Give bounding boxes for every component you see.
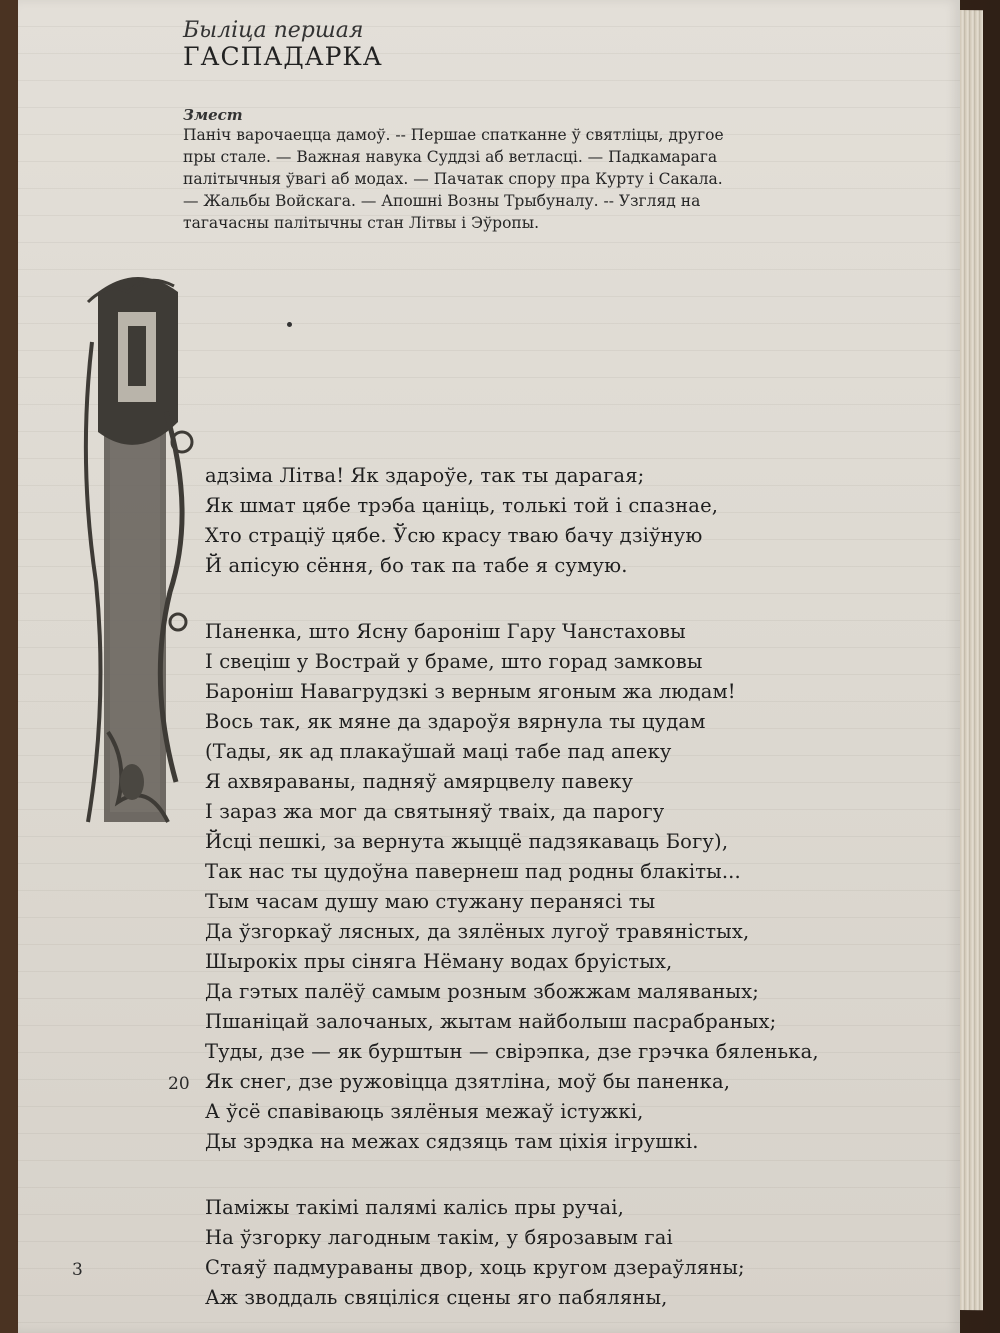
line-number: 20 xyxy=(168,1074,190,1094)
summary-line: пры стале. — Важная навука Суддзі аб ветласці. — Падкамарага xyxy=(183,148,718,166)
poem-line: Бароніш Навагрудзкі з верным ягоным жа людам! xyxy=(205,680,736,703)
poem-line: Хто страціў цябе. Ўсю красу тваю бачу дзіўную xyxy=(205,524,703,547)
poem-line: Аж зводдаль свяціліся сцены яго пабяляны, xyxy=(205,1286,668,1309)
poem-line: адзіма Літва! Як здароўе, так ты дарагая; xyxy=(205,464,645,487)
poem-line: Йсці пешкі, за вернута жыццё падзякаваць Богу), xyxy=(205,830,729,853)
summary-line: Паніч варочаецца дамоў. -- Першае спатканне ў святліцы, другое xyxy=(183,126,724,144)
poem-line: Тым часам душу маю стужану перанясі ты xyxy=(205,890,656,913)
poem-line: Шырокіх пры сіняга Нёману водах бруістых, xyxy=(205,950,673,973)
poem-line: Як шмат цябе трэба цаніць, толькі той і спазнае, xyxy=(205,494,719,517)
chapter-title: ГАСПАДАРКА xyxy=(183,42,383,71)
poem-line: Так нас ты цудоўна павернеш пад родны блакіты... xyxy=(205,860,741,883)
poem-line: Паненка, што Ясну бароніш Гару Чанстаховы xyxy=(205,620,686,643)
poem-line: А ўсё спавіваюць зялёныя межаў істужкі, xyxy=(205,1100,644,1123)
summary-line: — Жальбы Войскага. — Апошні Возны Трыбуналу. -- Узгляд на xyxy=(183,192,701,210)
summary-line: тагачасны палітычны стан Літвы і Эўропы. xyxy=(183,214,539,232)
chapter-subtitle: Быліца першая xyxy=(183,18,364,43)
poem-line: На ўзгорку лагодным такім, у бярозавым гаі xyxy=(205,1226,673,1249)
poem-line: І зараз жа мог да святыняў тваіх, да парогу xyxy=(205,800,665,823)
poem-line: Вось так, як мяне да здароўя вярнула ты цудам xyxy=(205,710,706,733)
page-number: 3 xyxy=(72,1260,83,1280)
poem-line: Туды, дзе — як бурштын — свірэпка, дзе грэчка бяленька, xyxy=(205,1040,819,1063)
poem-line: Пшаніцай залочаных, жытам найболыш пасрабраных; xyxy=(205,1010,777,1033)
poem-line: Й апісую сёння, бо так па табе я сумую. xyxy=(205,554,628,577)
poem-line: Паміжы такімі палямі калісь пры ручаі, xyxy=(205,1196,625,1219)
poem-line: Да гэтых палёў самым розным збожжам маляваных; xyxy=(205,980,759,1003)
poem-line: Ды зрэдка на межах сядзяць там ціхія ігрушкі. xyxy=(205,1130,699,1153)
poem-line: І свеціш у Вострай у браме, што горад замковы xyxy=(205,650,703,673)
poem-line: Да ўзгоркаў лясных, да зялёных лугоў травяністых, xyxy=(205,920,750,943)
contents-label: Змест xyxy=(183,106,243,124)
poem-line: Як снег, дзе ружовіцца дзятліна, моў бы паненка, xyxy=(205,1070,731,1093)
ink-speck xyxy=(287,322,292,327)
poem-line: Стаяў падмураваны двор, хоць кругом дзераўляны; xyxy=(205,1256,745,1279)
summary-line: палітычныя ўвагі аб модах. — Пачатак спору пра Курту і Сакала. xyxy=(183,170,723,188)
poem-line: (Тады, як ад плакаўшай маці табе пад апеку xyxy=(205,740,672,763)
decorative-initial-r xyxy=(78,262,196,862)
contents-summary xyxy=(183,124,833,234)
poem-line: Я ахвяраваны, падняў амярцвелу павеку xyxy=(205,770,634,793)
